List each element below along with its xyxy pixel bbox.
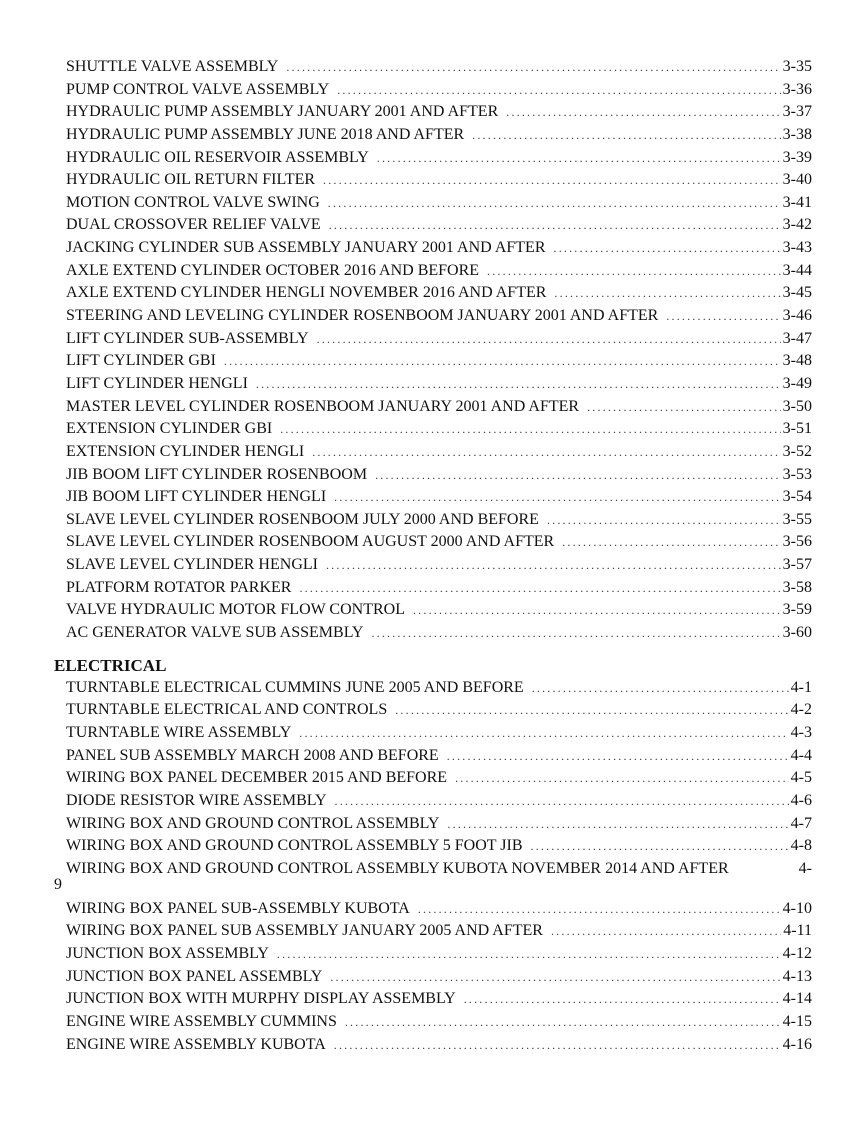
toc-entry-title: DUAL CROSSOVER RELIEF VALVE [66,216,321,234]
toc-entry[interactable] [54,464,812,487]
toc-entry[interactable] [54,835,812,858]
toc-entry-title: MOTION CONTROL VALVE SWING [66,193,320,211]
dot-leader [328,192,781,215]
toc-entry-title: VALVE HYDRAULIC MOTOR FLOW CONTROL [66,601,405,619]
dot-leader [413,599,781,622]
toc-entry[interactable] [54,699,812,722]
toc-entry[interactable] [54,898,812,921]
dot-leader [323,169,781,192]
toc-entry-title: TURNTABLE WIRE ASSEMBLY [66,723,292,741]
toc-entry-title: SHUTTLE VALVE ASSEMBLY [66,58,279,75]
toc-entry-title: LIFT CYLINDER HENGLI [66,374,248,392]
toc-entry-wrapped[interactable] [54,858,812,898]
toc-entry-title: JUNCTION BOX ASSEMBLY [66,945,269,963]
toc-entry[interactable] [54,486,812,509]
toc-entry-title: HYDRAULIC OIL RETURN FILTER [66,171,316,189]
toc-entry-title: STEERING AND LEVELING CYLINDER ROSENBOOM JANUARY 2001 AND AFTER [66,307,659,325]
toc-entry[interactable] [54,509,812,532]
toc-entry-title: JIB BOOM LIFT CYLINDER HENGLI [66,488,327,506]
toc-entry-page: 3-48 [782,352,812,370]
dot-leader [329,214,781,237]
toc-entry-title: AXLE EXTEND CYLINDER OCTOBER 2016 AND BEFORE [66,261,480,279]
toc-entry-page: 4-15 [782,1012,812,1030]
toc-entry[interactable] [54,745,812,768]
toc-entry[interactable] [54,418,812,441]
toc-entry-page: 4-13 [782,967,812,985]
dot-leader [335,790,789,813]
dot-leader [337,79,780,102]
dot-leader [587,396,781,419]
dot-leader [377,147,781,170]
dot-leader [256,373,781,396]
dot-leader [666,305,780,328]
toc-entry-title: WIRING BOX PANEL SUB ASSEMBLY JANUARY 2005 AND AFTER [66,922,543,940]
toc-entry-title: SLAVE LEVEL CYLINDER ROSENBOOM JULY 2000 AND BEFORE [66,510,539,528]
toc-entry[interactable] [54,554,812,577]
toc-entry-page: 3-56 [782,533,812,551]
toc-entry-page: 4-16 [782,1035,812,1053]
dot-leader [334,1034,781,1057]
toc-entry-title: EXTENSION CYLINDER HENGLI [66,442,305,460]
dot-leader [472,124,781,147]
dot-leader [447,745,789,768]
toc-entry-page: 3-37 [782,103,812,121]
table-of-contents [54,56,812,1056]
toc-entry[interactable] [54,722,812,745]
toc-entry-page: 3-42 [782,216,812,234]
dot-leader [375,464,781,487]
dot-leader [562,531,780,554]
toc-entry-page: 3-35 [782,58,812,75]
dot-leader [418,898,781,921]
dot-leader [487,260,781,283]
dot-leader [547,509,781,532]
toc-entry-title: SLAVE LEVEL CYLINDER ROSENBOOM AUGUST 2000 AND AFTER [66,533,555,551]
toc-entry-page: 3-60 [782,624,812,642]
toc-entry[interactable] [54,396,812,419]
toc-entry[interactable] [54,920,812,943]
toc-entry-page: 3-52 [782,442,812,460]
toc-entry-title: ENGINE WIRE ASSEMBLY KUBOTA [66,1035,326,1053]
toc-entry-page: 4-12 [782,945,812,963]
toc-entry[interactable] [54,1034,812,1057]
toc-entry-title: WIRING BOX PANEL DECEMBER 2015 AND BEFORE [66,769,448,787]
toc-entry[interactable] [54,124,812,147]
dot-leader [312,441,780,464]
toc-entry-title: TURNTABLE ELECTRICAL AND CONTROLS [66,701,388,719]
toc-entry-title: HYDRAULIC PUMP ASSEMBLY JANUARY 2001 AND AFTER [66,103,499,121]
toc-entry-page: 3-47 [782,329,812,347]
toc-entry-title: LIFT CYLINDER SUB-ASSEMBLY [66,329,309,347]
toc-entry-title: WIRING BOX AND GROUND CONTROL ASSEMBLY KUBOTA NOVEMBER 2014 AND AFTER [66,859,729,877]
toc-entry-title: TURNTABLE ELECTRICAL CUMMINS JUNE 2005 AND BEFORE [66,678,524,696]
toc-entry-page: 4-2 [790,701,812,719]
toc-entry[interactable] [54,966,812,989]
toc-entry-page: 4-11 [783,922,812,940]
toc-entry-page: 3-36 [782,80,812,98]
dot-leader [506,101,780,124]
toc-entry-page: 4-4 [790,746,812,764]
dot-leader [371,622,780,645]
toc-entry-page: 3-39 [782,148,812,166]
hydraulics-entries [54,56,812,645]
toc-entry[interactable] [54,622,812,645]
toc-entry-page: 4-1 [790,678,812,696]
dot-leader [554,282,780,305]
toc-entry[interactable] [54,237,812,260]
dot-leader [224,350,781,373]
toc-entry-title: HYDRAULIC OIL RESERVOIR ASSEMBLY [66,148,369,166]
section-heading-electrical: ELECTRICAL [54,655,167,675]
toc-entry-title: PUMP CONTROL VALVE ASSEMBLY [66,80,330,98]
dot-leader [317,328,781,351]
toc-entry-title: ENGINE WIRE ASSEMBLY CUMMINS [66,1012,337,1030]
toc-entry-page: 3-51 [782,420,812,438]
dot-leader [447,813,788,836]
dot-leader [326,554,781,577]
toc-entry-title: JACKING CYLINDER SUB ASSEMBLY JANUARY 2001 AND AFTER [66,239,546,257]
dot-leader [345,1011,781,1034]
toc-entry[interactable] [54,305,812,328]
toc-entry[interactable] [54,350,812,373]
toc-entry[interactable] [54,767,812,790]
toc-entry-page: 3-45 [782,284,812,302]
toc-entry[interactable] [54,56,812,79]
dot-leader [280,418,780,441]
toc-entry[interactable] [54,790,812,813]
toc-entry-page: 3-40 [782,171,812,189]
dot-leader [299,722,788,745]
toc-entry-title: LIFT CYLINDER GBI [66,352,216,370]
toc-entry[interactable] [54,373,812,396]
toc-entry[interactable] [54,282,812,305]
toc-entry-page: 4-7 [790,814,812,832]
toc-entry-page: 3-57 [782,556,812,574]
toc-entry-page: 3-41 [782,193,812,211]
toc-entry[interactable] [54,441,812,464]
dot-leader [464,988,781,1011]
toc-entry-page: 3-38 [782,125,812,143]
dot-leader [286,56,780,79]
toc-entry-page: 3-59 [782,601,812,619]
toc-entry-page: 3-58 [782,578,812,596]
dot-leader [299,577,780,600]
toc-entry-page: 4-5 [790,769,812,787]
toc-entry[interactable] [54,147,812,170]
toc-entry-title: AXLE EXTEND CYLINDER HENGLI NOVEMBER 2016 AND AFTER [66,284,547,302]
toc-entry-page: 3-43 [782,239,812,257]
electrical-entries-b [54,898,812,1056]
dot-leader [531,835,789,858]
toc-entry-page: 3-46 [782,307,812,325]
toc-entry-title: SLAVE LEVEL CYLINDER HENGLI [66,556,318,574]
toc-entry-title: HYDRAULIC PUMP ASSEMBLY JUNE 2018 AND AFTER [66,125,465,143]
toc-entry[interactable] [54,813,812,836]
toc-entry-page: 3-55 [782,510,812,528]
toc-entry-page: 3-44 [782,261,812,279]
toc-entry-title: PANEL SUB ASSEMBLY MARCH 2008 AND BEFORE [66,746,439,764]
toc-entry-page: 4-8 [790,837,812,855]
toc-entry-page: 3-50 [782,397,812,415]
toc-entry[interactable] [54,328,812,351]
toc-entry[interactable] [54,169,812,192]
toc-entry-page: 4-6 [790,791,812,809]
toc-entry[interactable] [54,79,812,102]
toc-entry-title: EXTENSION CYLINDER GBI [66,420,273,438]
dot-leader [334,486,781,509]
toc-entry-title: WIRING BOX PANEL SUB-ASSEMBLY KUBOTA [66,899,410,917]
toc-entry-page: 4-10 [782,899,812,917]
toc-entry-title: JIB BOOM LIFT CYLINDER ROSENBOOM [66,465,368,483]
toc-entry[interactable] [54,677,812,700]
toc-entry[interactable] [54,192,812,215]
dot-leader [551,920,781,943]
dot-leader [455,767,789,790]
toc-entry[interactable] [54,214,812,237]
toc-entry-title: WIRING BOX AND GROUND CONTROL ASSEMBLY [66,814,440,832]
toc-entry[interactable] [54,599,812,622]
toc-entry[interactable] [54,943,812,966]
toc-entry-title: WIRING BOX AND GROUND CONTROL ASSEMBLY 5 FOOT JIB [66,837,523,855]
toc-entry-page: 4-14 [782,990,812,1008]
electrical-entries-a [54,677,812,858]
toc-entry[interactable] [54,260,812,283]
toc-entry-page: 3-53 [782,465,812,483]
dot-leader [330,966,780,989]
toc-entry-title: AC GENERATOR VALVE SUB ASSEMBLY [66,624,364,642]
toc-entry-page: 3-54 [782,488,812,506]
toc-entry-title: MASTER LEVEL CYLINDER ROSENBOOM JANUARY 2001 AND AFTER [66,397,580,415]
toc-entry-title: PLATFORM ROTATOR PARKER [66,578,292,596]
toc-entry-page-continued: 9 [54,875,62,893]
dot-leader [395,699,788,722]
dot-leader [554,237,781,260]
toc-entry[interactable] [54,531,812,554]
toc-entry-title: JUNCTION BOX WITH MURPHY DISPLAY ASSEMBLY [66,990,456,1008]
toc-entry[interactable] [54,1011,812,1034]
toc-entry-page: 4-3 [790,723,812,741]
toc-entry[interactable] [54,988,812,1011]
toc-entry-title: DIODE RESISTOR WIRE ASSEMBLY [66,791,327,809]
dot-leader [277,943,781,966]
toc-entry[interactable] [54,101,812,124]
toc-entry-page: 3-49 [782,374,812,392]
toc-entry-page: 4- [798,859,812,877]
toc-entry[interactable] [54,577,812,600]
dot-leader [532,677,789,700]
toc-entry-title: JUNCTION BOX PANEL ASSEMBLY [66,967,323,985]
